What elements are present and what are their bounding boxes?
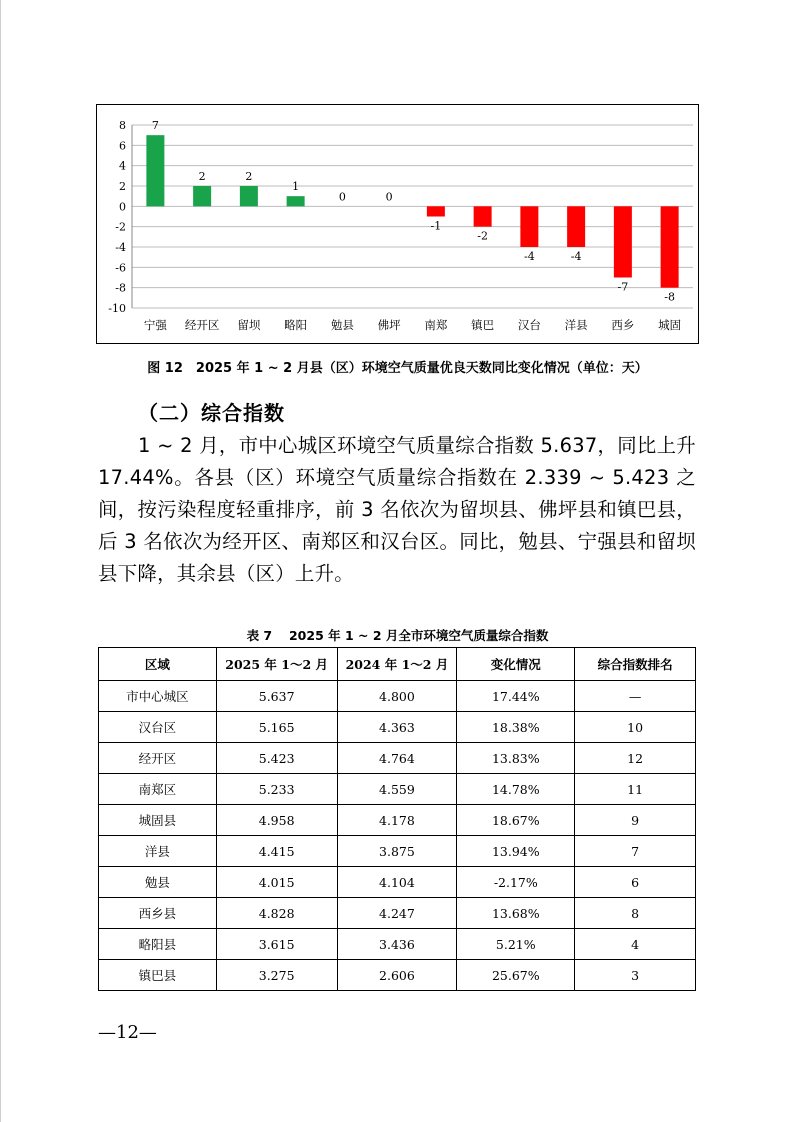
x-tick-label: 南郑 [424,318,448,332]
table-row [99,712,696,743]
header-2024: 2024 年 1～2 月 [337,648,457,681]
cell-change: 5.21% [457,929,575,960]
cell-2025: 5.165 [216,712,337,743]
x-tick-label: 城固 [658,318,682,332]
cell-2025: 4.415 [216,836,337,867]
data-label: -8 [664,290,675,304]
cell-2025: 5.423 [216,743,337,774]
cell-2024: 4.764 [337,743,457,774]
y-tick-label: -4 [115,241,126,254]
cell-rank: 3 [575,960,696,991]
x-tick-label: 勉县 [330,318,354,332]
cell-2025: 5.637 [216,681,337,712]
bar-chart [96,104,699,344]
data-label: -7 [617,280,629,294]
table-row [99,960,696,991]
cell-region: 镇巴县 [99,960,217,991]
figure-caption: 图 12 2025 年 1 ~ 2 月县（区）环境空气质量优良天数同比变化情况（单位：天） [147,361,648,376]
bar-chart-svg [97,105,698,343]
section-heading: （二）综合指数 [138,401,285,425]
cell-rank: — [575,681,696,712]
x-tick-label: 佛坪 [377,318,401,332]
table-row [99,743,696,774]
cell-2025: 3.615 [216,929,337,960]
cell-2025: 4.015 [216,867,337,898]
cell-2024: 3.436 [337,929,457,960]
cell-change: 18.38% [457,712,575,743]
data-label: 7 [151,119,159,133]
cell-2025: 4.828 [216,898,337,929]
cell-region: 略阳县 [99,929,217,960]
y-tick-label: -2 [115,220,126,234]
data-label: -2 [477,229,488,243]
data-label: 2 [198,170,206,183]
x-tick-label: 西乡 [611,318,635,332]
cell-2024: 4.247 [337,898,457,929]
cell-rank: 7 [575,836,696,867]
cell-change: 25.67% [457,960,575,991]
header-2025: 2025 年 1～2 月 [216,648,337,681]
data-label: 0 [338,190,346,204]
cell-region: 洋县 [99,836,217,867]
cell-region: 南郑区 [99,774,217,805]
cell-2025: 3.275 [216,960,337,991]
cell-2025: 4.958 [216,805,337,836]
bar [474,206,492,226]
table-body [99,681,696,991]
y-tick-label: -6 [115,261,126,275]
bar [520,206,538,247]
table-row [99,836,696,867]
x-tick-label: 洋县 [564,318,588,332]
cell-change: 17.44% [457,681,575,712]
data-label: -4 [524,250,535,263]
x-tick-label: 略阳 [284,318,308,332]
y-tick-label: 0 [119,200,126,214]
bar [567,206,585,247]
cell-change: 14.78% [457,774,575,805]
cell-rank: 4 [575,929,696,960]
cell-region: 西乡县 [99,898,217,929]
cell-change: 13.94% [457,836,575,867]
y-tick-label: -10 [108,302,126,315]
header-region: 区域 [99,648,217,681]
data-label: 0 [385,190,393,204]
cell-2024: 2.606 [337,960,457,991]
bar [287,196,305,206]
body-paragraph: 1 ~ 2 月，市中心城区环境空气质量综合指数 5.637，同比上升 17.44%。各县（区）环境空气质量综合指数在 2.339 ~ 5.423 之间，按污染程度轻重排序，前 3 名依次为留坝县、佛坪县和镇巴县，后 3 名依次为经开区、南郑区和汉台区。同比，勉县、宁强县和留坝县下降，其余县（区）上升。 [98,434,696,585]
page-edge [0,0,1,1122]
cell-region: 市中心城区 [99,681,217,712]
cell-rank: 10 [575,712,696,743]
table-row [99,681,696,712]
cell-region: 勉县 [99,867,217,898]
header-change: 变化情况 [457,648,575,681]
cell-2024: 4.178 [337,805,457,836]
data-label: 1 [292,180,300,194]
cell-2024: 4.800 [337,681,457,712]
y-tick-label: 4 [119,159,126,173]
bar [661,206,679,287]
x-tick-label: 镇巴 [471,318,495,332]
cell-region: 经开区 [99,743,217,774]
cell-change: -2.17% [457,867,575,898]
cell-rank: 9 [575,805,696,836]
bar [240,186,258,206]
y-tick-label: -8 [115,281,126,295]
cell-region: 汉台区 [99,712,217,743]
composite-index-table [98,647,696,991]
y-tick-label: 6 [119,139,126,153]
data-label: 2 [245,170,253,183]
table-header-row [99,648,696,681]
cell-2024: 4.559 [337,774,457,805]
x-tick-label: 宁强 [143,318,167,332]
bar [193,186,211,206]
cell-2025: 5.233 [216,774,337,805]
header-rank: 综合指数排名 [575,648,696,681]
table-row [99,929,696,960]
table-caption: 表 7 2025 年 1 ~ 2 月全市环境空气质量综合指数 [246,628,549,643]
cell-change: 13.68% [457,898,575,929]
cell-rank: 11 [575,774,696,805]
x-tick-label: 汉台 [517,318,541,332]
cell-rank: 6 [575,867,696,898]
cell-change: 18.67% [457,805,575,836]
bar [614,206,632,277]
y-tick-label: 8 [119,119,126,132]
y-tick-label: 2 [119,180,126,193]
cell-region: 城固县 [99,805,217,836]
x-tick-label: 经开区 [184,318,220,332]
table-row [99,867,696,898]
cell-2024: 3.875 [337,836,457,867]
page-number: —12— [98,1022,157,1043]
cell-rank: 8 [575,898,696,929]
bar [146,135,164,206]
table-row [99,805,696,836]
table-row [99,774,696,805]
data-label: -1 [430,219,442,233]
cell-change: 13.83% [457,743,575,774]
cell-rank: 12 [575,743,696,774]
bar [427,206,445,216]
cell-2024: 4.104 [337,867,457,898]
x-tick-label: 留坝 [237,318,261,332]
table-row [99,898,696,929]
cell-2024: 4.363 [337,712,457,743]
data-label: -4 [570,250,582,263]
